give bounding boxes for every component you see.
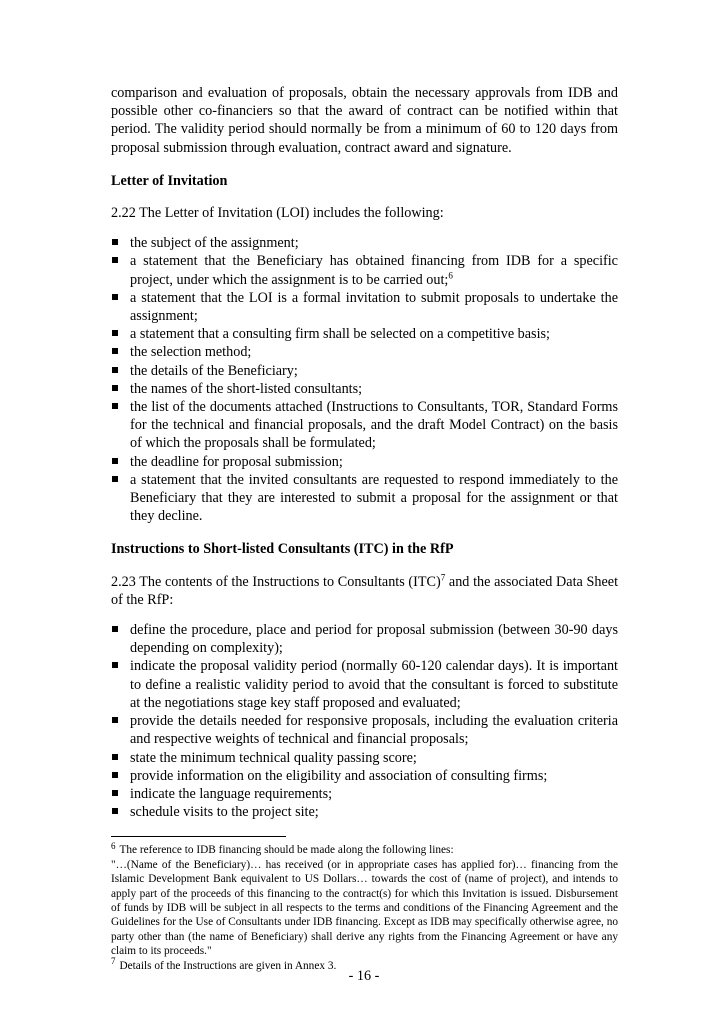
footnotes: [111, 840, 618, 973]
list-item: the list of the documents attached (Instructions to Consultants, TOR, Standard Forms for the technical and financial proposals, and the draft Model Contract) on the basis of which the proposals shall be formulated;: [111, 398, 618, 453]
list-item: the subject of the assignment;: [111, 234, 618, 252]
footnote-mark: 7: [111, 955, 116, 966]
list-item: the names of the short-listed consultants;: [111, 380, 618, 398]
itc-paragraph-text-cont: and the associated Data Sheet of the RfP:: [111, 573, 619, 608]
list-item: indicate the proposal validity period (normally 60-120 calendar days). It is important to define a realistic validity period to avoid that the consultant is forced to substitute at the negotiations stage key staff proposed and evaluated;: [111, 657, 618, 712]
footnote-ref[interactable]: 6: [448, 269, 453, 280]
list-item: a statement that the invited consultants are requested to respond immediately to the Beneficiary that they are interested to submit a proposal for the assignment or that they decline.: [111, 471, 618, 526]
list-item-text: a statement that the Beneficiary has obtained financing from IDB for a specific project, under which the assignment is to be carried out;: [130, 253, 618, 288]
list-item: provide information on the eligibility and association of consulting firms;: [111, 767, 618, 785]
itc-heading: Instructions to Short-listed Consultants (ITC) in the RfP: [111, 541, 454, 558]
itc-paragraph: [111, 573, 618, 609]
page-number: - 16 -: [348, 968, 380, 984]
list-item: define the procedure, place and period for proposal submission (between 30-90 days depending on complexity);: [111, 621, 618, 657]
loi-list: [111, 234, 618, 525]
list-item: state the minimum technical quality passing score;: [111, 749, 618, 767]
list-item: the details of the Beneficiary;: [111, 362, 618, 380]
footnote-ref[interactable]: 7: [440, 571, 446, 582]
itc-paragraph-text: 2.23 The contents of the Instructions to Consultants (ITC): [111, 573, 441, 590]
footnote-6-title: [111, 840, 618, 857]
loi-heading: Letter of Invitation: [111, 172, 228, 189]
footnote-7-text: Details of the Instructions are given in Annex 3.: [119, 959, 337, 972]
itc-list: [111, 621, 618, 821]
list-item: schedule visits to the project site;: [111, 803, 618, 821]
list-item: a statement that the LOI is a formal invitation to submit proposals to undertake the assignment;: [111, 289, 618, 325]
list-item: provide the details needed for responsive proposals, including the evaluation criteria and respective weights of technical and financial proposals;: [111, 712, 618, 748]
list-item: indicate the language requirements;: [111, 785, 618, 803]
footnote-6-title-text: The reference to IDB financing should be made along the following lines:: [119, 844, 454, 857]
loi-paragraph: 2.22 The Letter of Invitation (LOI) includes the following:: [111, 205, 444, 222]
list-item: [111, 252, 618, 288]
list-item: the deadline for proposal submission;: [111, 453, 618, 471]
footnote-mark: 6: [111, 840, 116, 851]
intro-paragraph: comparison and evaluation of proposals, obtain the necessary approvals from IDB and possible other co-financiers so that the award of contract can be notified within that period. The validity period should normally be from a minimum of 60 to 120 days from proposal submission through evaluation, contract award and signature.: [111, 85, 618, 156]
footnote-6-body: "…(Name of the Beneficiary)… has received (or in appropriate cases has applied for)… financing from the Islamic Development Bank equivalent to US Dollars… towards the cost of (name of project), and intends to apply part of the proceeds of this financing to the contract(s) for which this Invitation is issued. Disbursement of funds by IDB will be subject in all respects to the terms and conditions of the Financing Agreement and the Guidelines for the Use of Consultants under IDB financing. Except as IDB may specifically otherwise agree, no party other than (the name of Beneficiary) shall derive any rights from the Financing Agreement or have any claim to its proceeds.": [111, 858, 618, 958]
list-item: a statement that a consulting firm shall be selected on a competitive basis;: [111, 325, 618, 343]
document-page: [111, 84, 618, 973]
list-item: the selection method;: [111, 343, 618, 361]
footnote-divider: [111, 836, 286, 837]
